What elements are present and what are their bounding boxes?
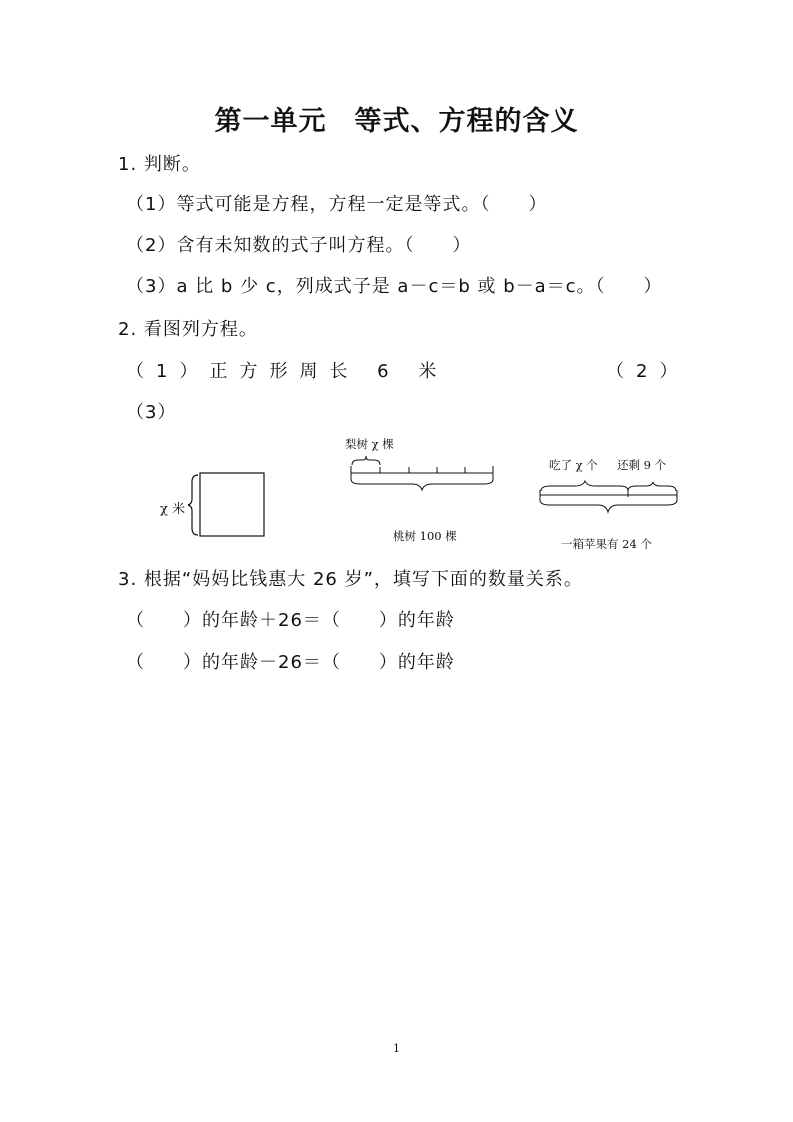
total-brace bbox=[540, 500, 677, 512]
square-figure bbox=[188, 473, 264, 536]
q1-item-3: （3）a 比 b 少 c，列成式子是 a－c＝b 或 b－a＝c。（ ） bbox=[126, 276, 663, 297]
q1-item-1: （1）等式可能是方程，方程一定是等式。（ ） bbox=[126, 194, 548, 215]
q2-sub2: （2） bbox=[606, 361, 690, 382]
tree-figure bbox=[351, 456, 493, 490]
q3-item-2: （ ）的年龄－26＝（ ）的年龄 bbox=[126, 652, 455, 673]
pear-label: 梨树 χ 棵 bbox=[345, 437, 394, 451]
page-number: 1 bbox=[393, 1042, 400, 1055]
q1-heading: 1. 判断。 bbox=[118, 154, 201, 175]
apple-figure bbox=[540, 481, 677, 512]
q3-heading: 3. 根据“妈妈比钱惠大 26 岁”，填写下面的数量关系。 bbox=[118, 569, 583, 590]
q2-sub1: （1）正方形周长 6 米 bbox=[126, 361, 449, 382]
side-brace bbox=[188, 475, 198, 535]
left-brace bbox=[628, 482, 676, 491]
remaining-label: 还剩 9 个 bbox=[617, 458, 667, 472]
q2-heading: 2. 看图列方程。 bbox=[118, 319, 258, 340]
square bbox=[200, 473, 264, 536]
eaten-brace bbox=[541, 481, 628, 491]
pear-brace bbox=[352, 456, 380, 465]
peach-label: 桃树 100 棵 bbox=[393, 529, 457, 543]
apple-total-label: 一箱苹果有 24 个 bbox=[561, 537, 652, 551]
page-title: 第一单元 等式、方程的含义 bbox=[214, 106, 579, 137]
q3-item-1: （ ）的年龄＋26＝（ ）的年龄 bbox=[126, 610, 455, 631]
peach-brace bbox=[351, 479, 493, 490]
q2-sub3: （3） bbox=[126, 402, 177, 423]
eaten-label: 吃了 χ 个 bbox=[549, 458, 598, 472]
q1-item-2: （2）含有未知数的式子叫方程。（ ） bbox=[126, 235, 472, 256]
square-side-label: χ 米 bbox=[160, 502, 186, 517]
